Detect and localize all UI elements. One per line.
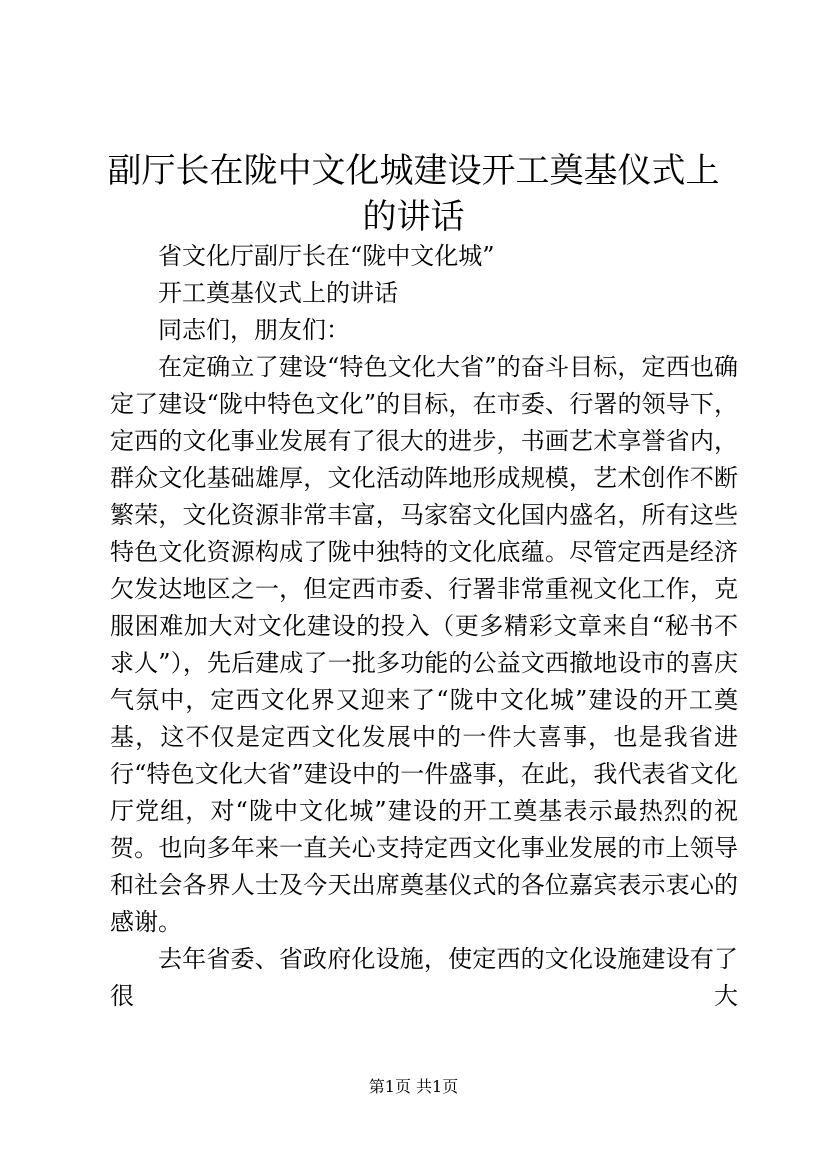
paragraph-continued: 去年省委、省政府化设施，使定西的文化设施建设有了很大 (110, 945, 738, 1010)
paragraph-salutation: 同志们，朋友们： (158, 316, 350, 344)
document-title: 副厅长在陇中文化城建设开工奠基仪式上的讲话 (107, 151, 720, 237)
document-body (110, 238, 738, 1015)
paragraph-heading-line-1: 省文化厅副厅长在“陇中文化城” (158, 242, 495, 270)
paragraph-heading-line-2: 开工奠基仪式上的讲话 (158, 279, 398, 307)
paragraph-main: 在定确立了建设“特色文化大省”的奋斗目标，定西也确定了建设“陇中特色文化”的目标，在市委、行署的领导下，定西的文化事业发展有了很大的进步，书画艺术享誉省内，群众文化基础雄厚，文化活动阵地形成规模，艺术创作不断繁荣，文化资源非常丰富，马家窑文化国内盛名，所有这些特色文化资源构成了陇中独特的文化底蕴。尽管定西是经济欠发达地区之一，但定西市委、行署非常重视文化工作，克服困难加大对文化建设的投入（更多精彩文章来自“秘书不求人”），先后建成了一批多功能的公益文西撤地设市的喜庆气氛中，定西文化界又迎来了“陇中文化城”建设的开工奠基，这不仅是定西文化发展中的一件大喜事，也是我省进行“特色文化大省”建设中的一件盛事，在此，我代表省文化厅党组，对“陇中文化城”建设的开工奠基表示最热烈的祝贺。也向多年来一直关心支持定西文化事业发展的市上领导和社会各界人士及今天出席奠基仪式的各位嘉宾表示衷心的感谢。 (110, 353, 738, 936)
page-footer: 第1页 共1页 (368, 1077, 459, 1096)
